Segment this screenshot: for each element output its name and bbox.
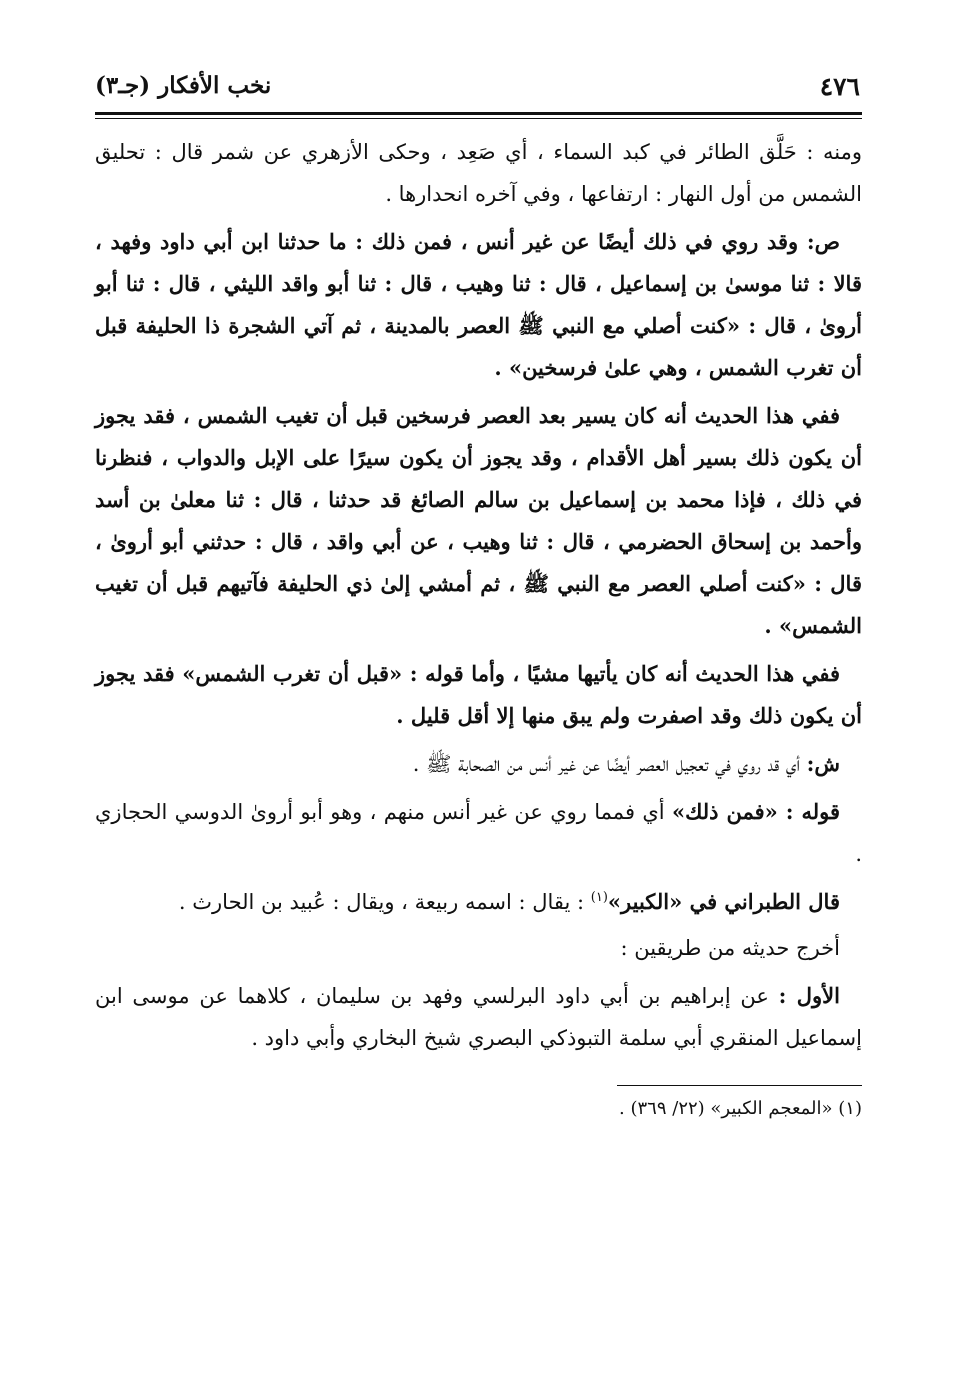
footnote-separator [617, 1085, 862, 1086]
page-number: ٤٧٦ [819, 72, 860, 101]
paragraph-9 [95, 975, 862, 1059]
paragraph-4 [95, 653, 862, 737]
paragraph-1-text: ومنه : حَلَّق الطائر في كبد السماء ، أي صَعِد ، وحكى الأزهري عن شمر قال : تحليق الشمس من أول النهار : ارتفاعها ، وفي آخره انحدارها . [95, 140, 862, 206]
paragraph-6 [95, 791, 862, 875]
paragraph-4-text: ففي هذا الحديث أنه كان يأتيها مشيًا ، وأما قوله : «قبل أن تغرب الشمس» فقد يجوز أن يكون ذلك وقد اصفرت ولم يبق منها إلا أقل قليل . [95, 661, 862, 728]
paragraph-5 [95, 743, 862, 785]
paragraph-7 [95, 881, 862, 923]
paragraph-1 [95, 131, 862, 215]
paragraph-5-lead: ش: [806, 751, 840, 776]
paragraph-7-lead: قال الطبراني في «الكبير» [607, 889, 840, 914]
paragraph-2-text: وقد روي في ذلك أيضًا عن غير أنس ، فمن ذلك : ما حدثنا ابن أبي داود وفهد ، قالا : ثنا موسىٰ بن إسماعيل ، قال : ثنا وهيب ، قال : ثنا أبو واقد الليثي ، قال : ثنا أبو أروىٰ ، قال : «كنت أصلي مع النبي ﷺ العصر بالمدينة ، ثم آتي الشجرة ذا الحليفة قبل أن تغرب الشمس ، وهي علىٰ فرسخين» . [95, 229, 862, 380]
header-thick-rule [95, 112, 862, 115]
paragraph-8 [95, 927, 862, 969]
paragraph-6-lead: قوله : «فمن ذلك» [671, 799, 841, 824]
paragraph-3-text: ففي هذا الحديث أنه كان يسير بعد العصر فرسخين قبل أن تغيب الشمس ، فقد يجوز أن يكون ذلك بسير أهل الأقدام ، وقد يجوز أن يكون سيرًا على الإبل والدواب ، فنظرنا في ذلك ، فإذا محمد بن إسماعيل بن سالم الصائغ قد حدثنا ، قال : ثنا معلىٰ بن أسد وأحمد بن إسحاق الحضرمي ، قال : ثنا وهيب ، عن أبي واقد ، قال : حدثني أبو أروىٰ ، قال : «كنت أصلي العصر مع النبي ﷺ ، ثم أمشي إلىٰ ذي الحليفة فآتيهم قبل أن تغيب الشمس» . [95, 403, 862, 638]
footnote-marker: (١) [590, 890, 608, 905]
header-thin-rule [95, 118, 862, 119]
paragraph-8-text: أخرج حديثه من طريقين : [620, 936, 840, 960]
page-header [95, 70, 862, 112]
paragraph-3 [95, 395, 862, 647]
book-page [95, 70, 862, 1124]
paragraph-2 [95, 221, 862, 389]
running-title: نخب الأفكار (جـ٣) [95, 72, 272, 99]
footnote: (١) «المعجم الكبير» (٢٢/ ٣٦٩) . [619, 1098, 862, 1119]
paragraph-2-lead: ص: [806, 229, 840, 254]
main-text [95, 131, 862, 1059]
paragraph-6-text: أي فمما روي عن غير أنس منهم ، وهو أبو أروىٰ الدوسي الحجازي . [95, 800, 862, 866]
paragraph-5-text: أي قد روي في تعجيل العصر أيضًا عن غير أنس من الصحابة ﷺ . [412, 752, 807, 776]
paragraph-9-lead: الأول : [778, 983, 840, 1008]
paragraph-7-text: : يقال : اسمه ربيعة ، ويقال : عُبيد بن الحارث . [178, 890, 591, 914]
paragraph-9-text: عن إبراهيم بن أبي داود البرلسي وفهد بن سليمان ، كلاهما عن موسى ابن إسماعيل المنقري أبي سلمة التبوذكي البصري شيخ البخاري وأبي داود . [95, 984, 862, 1050]
